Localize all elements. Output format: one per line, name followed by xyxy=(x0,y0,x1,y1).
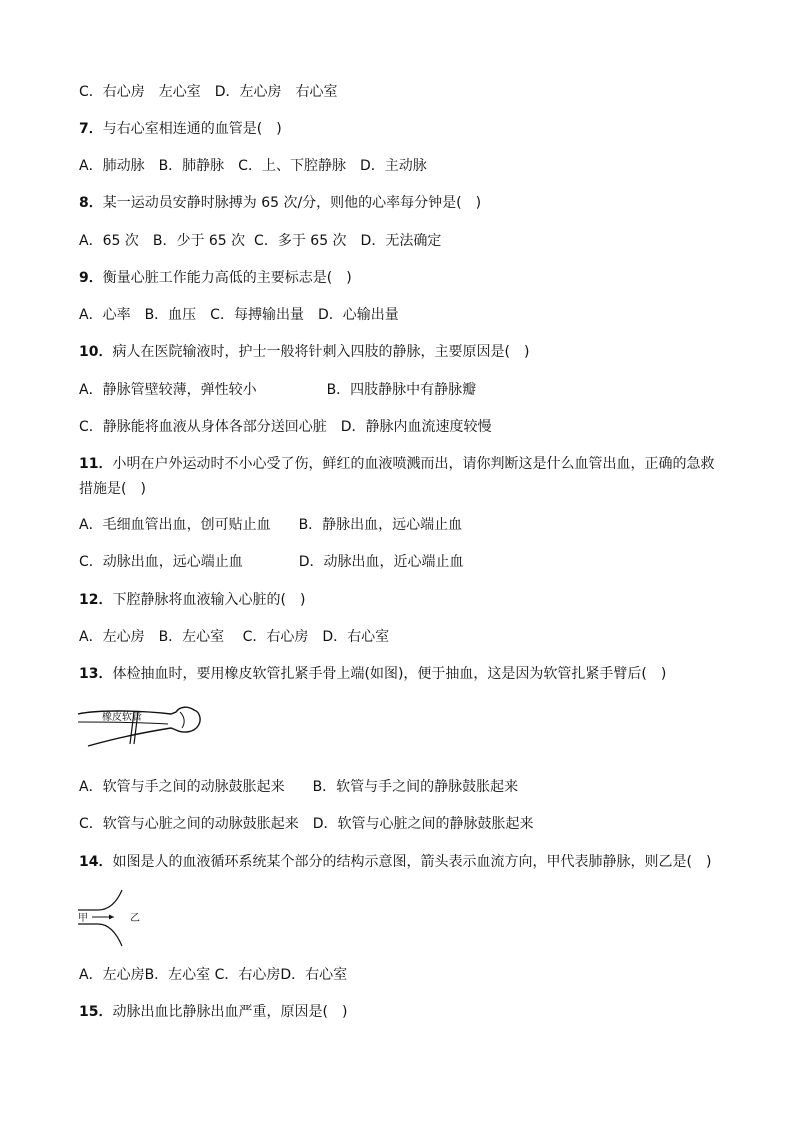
question-8: 8．某一运动员安静时脉搏为 65 次/分，则他的心率每分钟是( ) xyxy=(79,195,482,211)
question-8-options: A．65 次 B．少于 65 次 C．多于 65 次 D．无法确定 xyxy=(79,233,442,249)
question-12: 12．下腔静脉将血液输入心脏的( ) xyxy=(79,592,306,608)
question-10: 10．病人在医院输液时，护士一般将针刺入四肢的静脉，主要原因是( ) xyxy=(79,344,530,360)
question-12-options: A．左心房 B．左心室 C．右心房 D．右心室 xyxy=(79,629,390,645)
question-7: 7．与右心室相连通的血管是( ) xyxy=(79,121,282,137)
vessel-upper-wall xyxy=(78,890,122,910)
arm-tourniquet-figure xyxy=(76,700,206,750)
question-7-options: A．肺动脉 B．肺静脉 C．上、下腔静脉 D．主动脉 xyxy=(79,158,427,174)
question-15: 15．动脉出血比静脉出血严重，原因是( ) xyxy=(79,1004,348,1020)
vessel-label-jia: 甲 xyxy=(78,913,88,924)
vessel-lower-wall xyxy=(78,924,122,946)
question-10-options-ab: A．静脉管壁较薄，弹性较小 B．四肢静脉中有静脉瓣 xyxy=(79,382,477,398)
question-13: 13．体检抽血时，要用橡皮软管扎紧手骨上端(如图)，便于抽血，这是因为软管扎紧手臂后( ) xyxy=(79,666,667,682)
question-11-options-cd: C．动脉出血，远心端止血 D．动脉出血，近心端止血 xyxy=(79,554,464,570)
question-11-options-ab: A．毛细血管出血，创可贴止血 B．静脉出血，远心端止血 xyxy=(79,517,463,533)
blood-vessel-figure xyxy=(76,888,156,950)
question-14: 14．如图是人的血液循环系统某个部分的结构示意图，箭头表示血流方向，甲代表肺静脉，则乙是( ) xyxy=(79,854,712,870)
question-11-continued: 措施是( ) xyxy=(79,481,146,497)
vessel-label-yi: 乙 xyxy=(130,913,140,924)
fist-outline xyxy=(180,712,184,728)
question-13-options-cd: C．软管与心脏之间的动脉鼓胀起来 D．软管与心脏之间的静脉鼓胀起来 xyxy=(79,816,534,832)
question-10-options-cd: C．静脉能将血液从身体各部分送回心脏 D．静脉内血流速度较慢 xyxy=(79,419,492,435)
question-13-options-ab: A．软管与手之间的动脉鼓胀起来 B．软管与手之间的静脉鼓胀起来 xyxy=(79,779,519,795)
question-11: 11．小明在户外运动时不小心受了伤，鲜红的血液喷溅而出，请你判断这是什么血管出血，正确的急救 xyxy=(79,456,715,472)
question-9-options: A．心率 B．血压 C．每搏输出量 D．心输出量 xyxy=(79,307,399,323)
flow-arrowhead xyxy=(109,915,114,920)
question-14-options: A．左心房B．左心室 C．右心房D．右心室 xyxy=(79,967,348,983)
line-q6-options-cd: C．右心房 左心室 D．左心房 右心室 xyxy=(79,84,338,100)
tourniquet-label: 橡皮软管 xyxy=(102,712,142,723)
question-9: 9．衡量心脏工作能力高低的主要标志是( ) xyxy=(79,270,352,286)
